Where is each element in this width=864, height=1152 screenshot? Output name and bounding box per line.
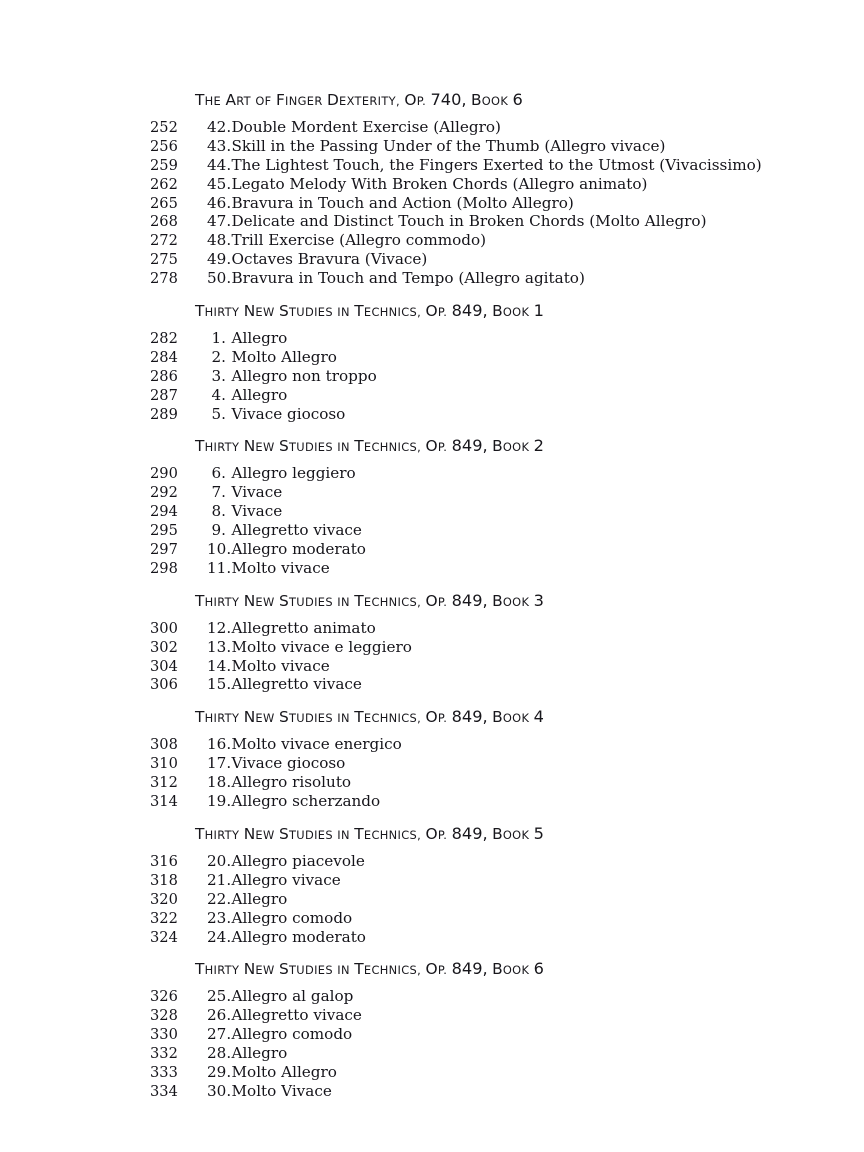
heading-word: TECHNICS, [354, 708, 422, 727]
entry-page-number: 297 [150, 541, 178, 559]
entry-title: Allegretto animato [231, 618, 376, 637]
heading-number: 849, [451, 707, 488, 727]
entry-title: Vivace giocoso [231, 754, 346, 773]
toc-entry-list [0, 735, 864, 811]
toc-entry[interactable] [0, 502, 864, 521]
entry-page-number: 295 [150, 522, 178, 540]
heading-word: OP. [425, 591, 448, 610]
entry-page-number: 256 [150, 137, 178, 155]
entry-page-number: 272 [150, 232, 178, 250]
heading-word: NEW [243, 824, 275, 843]
toc-entry[interactable] [0, 675, 864, 694]
entry-title: Allegro moderato [231, 540, 366, 559]
entry-index: 29. [207, 1062, 232, 1081]
toc-section [0, 578, 864, 695]
heading-word: BOOK [492, 302, 530, 321]
toc-entry[interactable] [0, 890, 864, 909]
entry-index: 24. [207, 927, 232, 946]
entry-index: 26. [207, 1006, 232, 1025]
entry-page-number: 312 [150, 774, 178, 792]
entry-title: Octaves Bravura (Vivace) [231, 250, 428, 269]
heading-word: IN [337, 711, 350, 726]
heading-word: OP. [425, 960, 448, 979]
entry-page-number: 294 [150, 503, 178, 521]
toc-entry[interactable] [0, 212, 864, 231]
entry-page-number: 300 [150, 619, 178, 637]
toc-entry[interactable] [0, 773, 864, 792]
heading-word: IN [337, 827, 350, 842]
toc-sections [0, 92, 864, 1101]
heading-word: THE [195, 91, 222, 109]
entry-page-number: 259 [150, 156, 178, 174]
entry-page-number: 333 [150, 1063, 178, 1081]
heading-word: STUDIES [278, 437, 333, 456]
toc-entry[interactable] [0, 638, 864, 657]
heading-word: FINGER [275, 91, 323, 109]
heading-word: BOOK [470, 91, 509, 109]
entry-page-number: 275 [150, 251, 178, 269]
toc-entry[interactable] [0, 1025, 864, 1044]
toc-entry-list [0, 987, 864, 1100]
toc-section [0, 92, 864, 288]
section-heading [0, 92, 864, 112]
section-heading [0, 961, 864, 981]
entry-index: 4. [211, 385, 226, 404]
entry-page-number: 284 [150, 348, 178, 366]
heading-number: 6 [533, 959, 544, 979]
heading-word: IN [337, 594, 350, 609]
heading-word: THIRTY [195, 824, 240, 843]
heading-word: OF [255, 94, 272, 108]
heading-word: DEXTERITY, [326, 91, 400, 109]
entry-title: Allegretto vivace [231, 675, 362, 694]
toc-entry[interactable] [0, 1082, 864, 1101]
entry-page-number: 308 [150, 736, 178, 754]
toc-section [0, 694, 864, 811]
heading-number: 6 [512, 90, 523, 109]
entry-index: 17. [207, 754, 232, 773]
toc-entry[interactable] [0, 348, 864, 367]
toc-entry[interactable] [0, 405, 864, 424]
heading-word: NEW [243, 302, 275, 321]
entry-index: 10. [207, 540, 232, 559]
toc-entry[interactable] [0, 483, 864, 502]
heading-number: 5 [533, 823, 544, 843]
heading-word: NEW [243, 437, 275, 456]
toc-entry[interactable] [0, 231, 864, 250]
entry-index: 11. [207, 558, 232, 577]
heading-word: IN [337, 963, 350, 978]
entry-title: Molto Allegro [231, 1062, 337, 1081]
entry-title: Allegro [231, 329, 288, 348]
entry-index: 13. [207, 637, 232, 656]
heading-word: THIRTY [195, 708, 240, 727]
entry-page-number: 314 [150, 793, 178, 811]
heading-number: 849, [451, 959, 488, 979]
toc-entry[interactable] [0, 175, 864, 194]
heading-word: ART [225, 91, 251, 109]
entry-page-number: 304 [150, 657, 178, 675]
heading-word: NEW [243, 960, 275, 979]
entry-title: Double Mordent Exercise (Allegro) [231, 118, 501, 136]
entry-index: 50. [207, 269, 232, 288]
entry-page-number: 265 [150, 194, 178, 212]
entry-index: 18. [207, 773, 232, 792]
entry-page-number: 282 [150, 330, 178, 348]
section-heading [0, 823, 864, 846]
entry-page-number: 298 [150, 559, 178, 577]
entry-title: The Lightest Touch, the Fingers Exerted to the Utmost (Vivacissimo) [231, 155, 762, 174]
entry-title: Molto vivace [231, 558, 330, 577]
toc-entry[interactable] [0, 657, 864, 676]
heading-word: TECHNICS, [354, 302, 422, 321]
toc-entry[interactable] [0, 1006, 864, 1025]
entry-index: 19. [207, 792, 232, 811]
toc-entry[interactable] [0, 521, 864, 540]
entry-title: Allegro non troppo [231, 366, 377, 385]
entry-page-number: 290 [150, 465, 178, 483]
entry-index: 20. [207, 851, 232, 870]
entry-index: 7. [211, 483, 226, 502]
entry-title: Skill in the Passing Under of the Thumb (Allegro vivace) [231, 136, 666, 155]
toc-section [0, 946, 864, 1100]
entry-title: Allegro vivace [231, 870, 341, 889]
heading-number: 3 [533, 590, 544, 610]
entry-page-number: 322 [150, 909, 178, 927]
heading-word: THIRTY [195, 437, 240, 456]
entry-page-number: 252 [150, 119, 178, 136]
toc-entry[interactable] [0, 928, 864, 947]
entry-page-number: 292 [150, 484, 178, 502]
heading-word: STUDIES [278, 302, 333, 321]
section-heading [0, 590, 864, 613]
heading-word: THIRTY [195, 591, 240, 610]
entry-title: Legato Melody With Broken Chords (Allegro animato) [231, 174, 648, 193]
section-heading [0, 438, 864, 458]
heading-word: STUDIES [278, 708, 333, 727]
section-spacer [0, 288, 864, 303]
entry-page-number: 306 [150, 676, 178, 694]
toc-entry[interactable] [0, 156, 864, 175]
entry-index: 3. [211, 366, 226, 385]
entry-index: 23. [207, 908, 232, 927]
entry-page-number: 320 [150, 890, 178, 908]
entry-index: 9. [211, 521, 226, 540]
toc-entry[interactable] [0, 194, 864, 213]
entry-index: 8. [211, 502, 226, 521]
heading-word: TECHNICS, [354, 824, 422, 843]
entry-title: Bravura in Touch and Action (Molto Allegro) [231, 193, 574, 212]
entry-index: 15. [207, 675, 232, 694]
entry-title: Bravura in Touch and Tempo (Allegro agitato) [231, 269, 585, 288]
entry-title: Allegro [231, 1044, 288, 1063]
entry-index: 2. [211, 347, 226, 366]
toc-entry-list [0, 619, 864, 695]
heading-word: NEW [243, 708, 275, 727]
heading-word: STUDIES [278, 591, 333, 610]
section-spacer [0, 946, 864, 961]
entry-title: Allegro al galop [231, 987, 354, 1006]
toc-entry-list [0, 852, 864, 946]
entry-index: 5. [211, 404, 226, 423]
toc-section [0, 288, 864, 423]
entry-title: Allegretto vivace [231, 521, 362, 540]
entry-index: 27. [207, 1025, 232, 1044]
heading-word: STUDIES [278, 960, 333, 979]
entry-page-number: 332 [150, 1045, 178, 1063]
entry-page-number: 286 [150, 367, 178, 385]
section-heading [0, 709, 864, 729]
entry-index: 25. [207, 987, 232, 1006]
entry-title: Vivace [231, 502, 283, 521]
heading-word: NEW [243, 591, 275, 610]
heading-number: 740, [430, 90, 467, 109]
toc-entry-list [0, 464, 864, 577]
entry-title: Molto vivace [231, 656, 330, 675]
entry-title: Molto vivace e leggiero [231, 637, 412, 656]
entry-index: 47. [207, 212, 232, 231]
toc-entry[interactable] [0, 792, 864, 811]
entry-title: Vivace [231, 483, 283, 502]
entry-page-number: 289 [150, 405, 178, 423]
entry-page-number: 326 [150, 988, 178, 1006]
heading-number: 849, [451, 590, 488, 610]
toc-entry[interactable] [0, 269, 864, 288]
heading-word: TECHNICS, [354, 591, 422, 610]
heading-word: BOOK [492, 960, 530, 979]
toc-entry[interactable] [0, 754, 864, 773]
heading-word: IN [337, 305, 350, 320]
heading-number: 2 [533, 436, 544, 456]
heading-number: 849, [451, 823, 488, 843]
entry-page-number: 334 [150, 1082, 178, 1100]
entry-page-number: 328 [150, 1007, 178, 1025]
toc-entry[interactable] [0, 559, 864, 578]
heading-number: 849, [451, 436, 488, 456]
heading-word: TECHNICS, [354, 437, 422, 456]
toc-entry[interactable] [0, 464, 864, 483]
entry-index: 45. [207, 174, 232, 193]
toc-entry[interactable] [0, 118, 864, 137]
entry-title: Allegro [231, 889, 288, 908]
entry-index: 46. [207, 193, 232, 212]
heading-word: OP. [425, 302, 448, 321]
entry-title: Allegro moderato [231, 927, 366, 946]
entry-page-number: 316 [150, 852, 178, 870]
entry-index: 43. [207, 136, 232, 155]
toc-entry-list [0, 329, 864, 423]
toc-entry[interactable] [0, 250, 864, 269]
heading-word: BOOK [492, 708, 530, 727]
heading-word: OP. [425, 437, 448, 456]
entry-index: 49. [207, 250, 232, 269]
entry-title: Allegro comodo [231, 908, 353, 927]
entry-title: Molto vivace energico [231, 735, 402, 754]
heading-word: STUDIES [278, 824, 333, 843]
toc-entry-list [0, 118, 864, 288]
heading-number: 4 [533, 707, 544, 727]
entry-title: Trill Exercise (Allegro commodo) [231, 231, 487, 250]
entry-title: Delicate and Distinct Touch in Broken Chords (Molto Allegro) [231, 212, 707, 231]
heading-word: BOOK [492, 824, 530, 843]
section-spacer [0, 811, 864, 826]
entry-title: Allegro leggiero [231, 464, 356, 483]
toc-entry[interactable] [0, 619, 864, 638]
entry-title: Molto Allegro [231, 347, 337, 366]
entry-page-number: 302 [150, 638, 178, 656]
entry-page-number: 262 [150, 175, 178, 193]
entry-page-number: 310 [150, 755, 178, 773]
heading-word: BOOK [492, 437, 530, 456]
toc-entry[interactable] [0, 852, 864, 871]
heading-word: OP. [425, 824, 448, 843]
toc-entry[interactable] [0, 329, 864, 348]
entry-page-number: 268 [150, 213, 178, 231]
toc-entry[interactable] [0, 1063, 864, 1082]
entry-title: Allegro comodo [231, 1025, 353, 1044]
entry-index: 14. [207, 656, 232, 675]
entry-index: 21. [207, 870, 232, 889]
entry-title: Allegro risoluto [231, 773, 352, 792]
entry-index: 28. [207, 1044, 232, 1063]
heading-word: OP. [404, 91, 427, 109]
toc-section [0, 811, 864, 946]
entry-page-number: 287 [150, 386, 178, 404]
section-spacer [0, 578, 864, 593]
toc-entry[interactable] [0, 871, 864, 890]
section-heading [0, 303, 864, 323]
entry-page-number: 324 [150, 928, 178, 946]
entry-index: 6. [211, 464, 226, 483]
heading-number: 849, [451, 301, 488, 321]
heading-word: OP. [425, 708, 448, 727]
entry-title: Allegro piacevole [231, 851, 365, 870]
entry-index: 44. [207, 155, 232, 174]
toc-entry[interactable] [0, 540, 864, 559]
toc-entry[interactable] [0, 1044, 864, 1063]
heading-word: TECHNICS, [354, 960, 422, 979]
toc-entry[interactable] [0, 987, 864, 1006]
entry-index: 22. [207, 889, 232, 908]
toc-entry[interactable] [0, 137, 864, 156]
entry-index: 12. [207, 618, 232, 637]
toc-entry[interactable] [0, 367, 864, 386]
entry-title: Allegretto vivace [231, 1006, 362, 1025]
entry-index: 1. [211, 329, 226, 348]
toc-section [0, 423, 864, 577]
entry-page-number: 330 [150, 1026, 178, 1044]
entry-title: Allegro scherzando [231, 792, 381, 811]
heading-number: 1 [533, 301, 544, 321]
entry-index: 48. [207, 231, 232, 250]
heading-word: BOOK [492, 591, 530, 610]
heading-word: IN [337, 440, 350, 455]
entry-index: 30. [207, 1081, 232, 1100]
toc-entry[interactable] [0, 386, 864, 405]
heading-word: THIRTY [195, 302, 240, 321]
heading-word: THIRTY [195, 960, 240, 979]
entry-page-number: 318 [150, 871, 178, 889]
entry-title: Molto Vivace [231, 1081, 332, 1100]
entry-index: 16. [207, 735, 232, 754]
entry-title: Allegro [231, 385, 288, 404]
entry-index: 42. [207, 118, 232, 136]
entry-title: Vivace giocoso [231, 404, 346, 423]
section-spacer [0, 423, 864, 438]
toc-entry[interactable] [0, 735, 864, 754]
toc-entry[interactable] [0, 909, 864, 928]
entry-page-number: 278 [150, 270, 178, 288]
section-spacer [0, 694, 864, 709]
